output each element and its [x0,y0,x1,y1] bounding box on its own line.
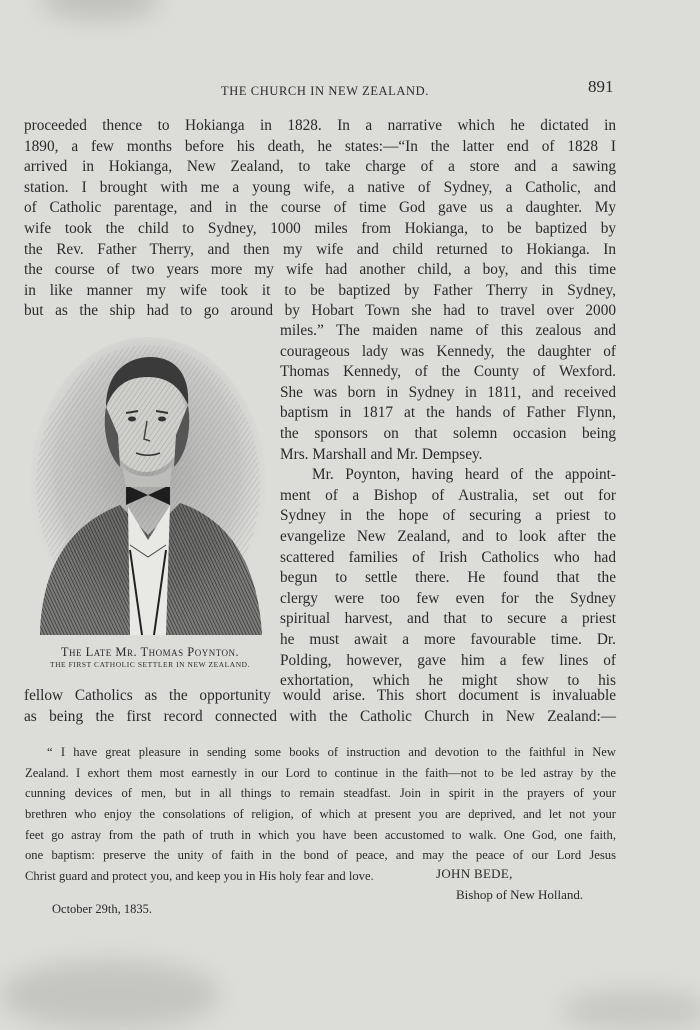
text-line: Mrs. Marshall and Mr. Dempsey. [280,445,483,463]
text-line: he must await a more favourable time. Dr. [280,630,616,648]
text-line: wife took the child to Sydney, 1000 miles from Hokianga, to be baptized by [24,219,616,237]
text-line: scattered families of Irish Catholics who had [280,548,616,566]
portrait-icon [30,335,270,635]
letter-date: October 29th, 1835. [52,902,152,916]
running-header: THE CHURCH IN NEW ZEALAND. [220,84,430,98]
text-line: She was born in Sydney in 1811, and received [280,383,616,401]
text-line: spiritual harvest, and that to secure a priest [280,610,616,628]
signature-name: JOHN BEDE, [436,866,513,881]
text-line: the sponsors on that solemn occasion being [280,424,616,442]
text-line: Sydney in the hope of securing a priest to [280,507,616,525]
text-line: arrived in Hokianga, New Zealand, to take charge of a store and a sawing [24,158,616,176]
quote-line: feet go astray from the path of truth in which you have been accustomed to walk. One God, one faith, [25,827,616,842]
text-line: but as the ship had to go around by Hobart Town she had to travel over 2000 [24,302,616,320]
paper-stain [560,990,700,1030]
text-line: evangelize New Zealand, and to look after the [280,527,616,545]
text-line: proceeded thence to Hokianga in 1828. In a narrative which he dictated in [24,117,616,134]
text-line: of Catholic parentage, and in the course of time God gave us a daughter. My [24,199,616,217]
text-line: courageous lady was Kennedy, the daughter of [280,342,616,360]
text-line: the Rev. Father Therry, and then my wife and child returned to Hokianga. In [24,240,616,258]
text-line: fellow Catholics as the opportunity would arise. This short document is invaluable [24,687,616,704]
text-line: exhortation, which he might show to his [280,672,616,690]
portrait-subcaption: THE FIRST CATHOLIC SETTLER IN NEW ZEALAND. [49,660,251,669]
portrait-engraving [30,335,270,635]
text-line: the course of two years more my wife had another child, a boy, and this time [24,261,616,279]
page-number: 891 [588,77,614,96]
text-line: clergy were too few even for the Sydney [280,589,616,607]
text-line: miles.” The maiden name of this zealous and [280,322,616,339]
text-line: Thomas Kennedy, of the County of Wexford. [280,363,616,381]
text-line: in like manner my wife took it to be baptized by Father Therry in Sydney, [24,281,616,299]
text-line: 1890, a few months before his death, he states:—“In the latter end of 1828 I [24,137,616,155]
quote-line: brethren who enjoy the consolations of religion, of which at present you are deprived, and let not your [25,807,616,822]
quote-line: cunning devices of men, but in all things to remain steadfast. Join in spirit in the prayers of your [25,786,616,801]
quote-line: one baptism: preserve the unity of faith in the bond of peace, and may the peace of our Lord Jesus [25,848,616,863]
text-line: begun to settle there. He found that the [280,569,616,587]
signature-title: Bishop of New Holland. [456,887,584,902]
paragraph-3 [24,686,616,727]
portrait-caption: The Late Mr. Thomas Poynton. [60,645,240,659]
text-line: Polding, however, gave him a few lines of [280,651,616,669]
quote-line: Christ guard and protect you, and keep you in His holy fear and love. [25,869,374,884]
paper-stain [0,960,220,1030]
bishop-letter-quote [25,742,616,887]
text-line: as being the first record connected with the Catholic Church in New Zealand:— [24,707,616,725]
paragraph-2-column [280,321,616,692]
quote-line: “ I have great pleasure in sending some books of instruction and devotion to the faithful in New [47,745,616,759]
paragraph-1 [24,116,616,322]
quote-line: Zealand. I exhort them most earnestly in our Lord to continue in the faith—not to be led astray by the [25,765,616,780]
paper-stain [40,0,160,20]
text-line: station. I brought with me a young wife, a native of Sydney, a Catholic, and [24,178,616,196]
text-line: baptism in 1817 at the hands of Father Flynn, [280,404,616,422]
text-line: Mr. Poynton, having heard of the appoint- [312,466,616,484]
text-line: ment of a Bishop of Australia, set out for [280,486,616,504]
